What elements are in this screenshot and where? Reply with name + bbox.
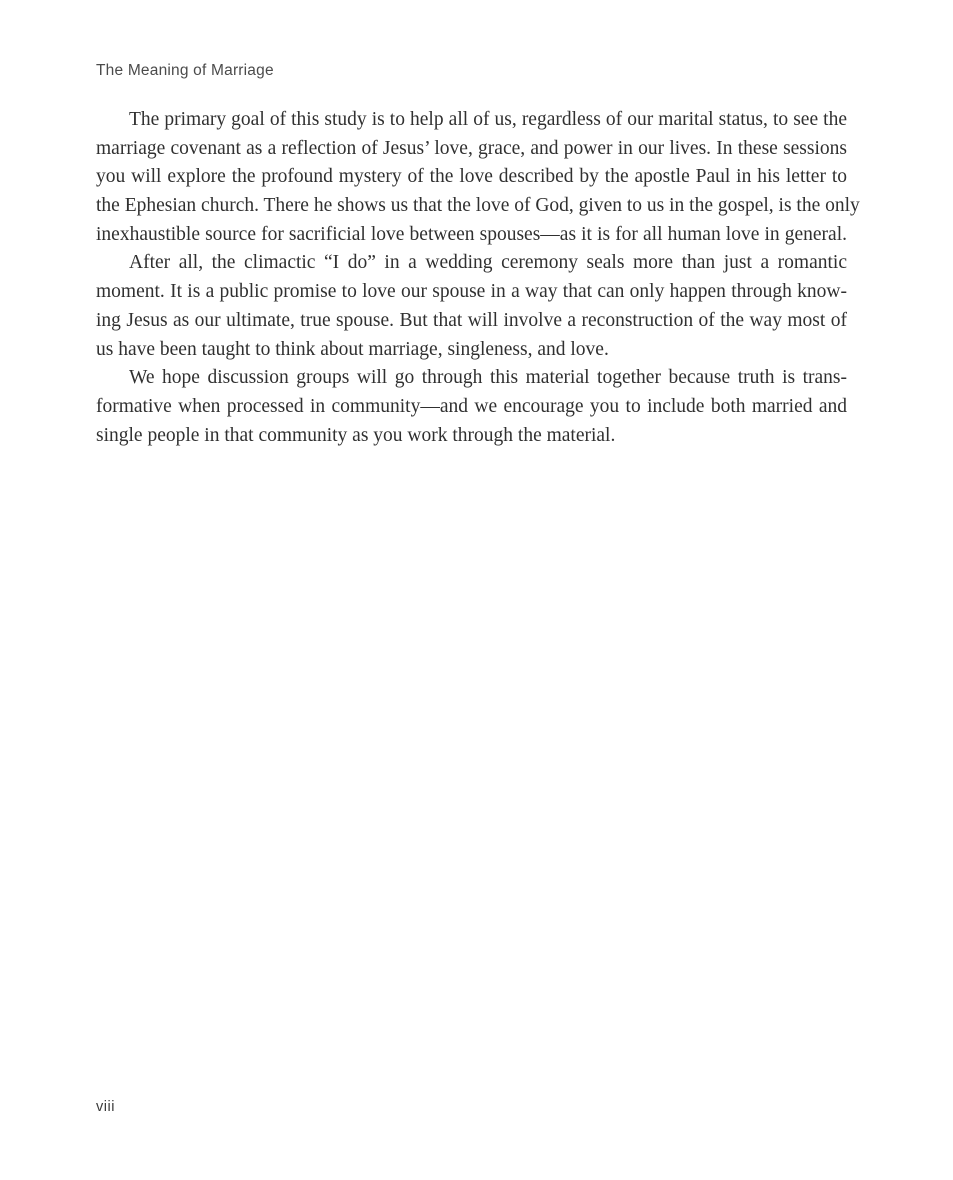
text-line: us have been taught to think about marriage, singleness, and love.	[96, 338, 609, 360]
paragraph	[96, 364, 847, 450]
body-text	[96, 106, 860, 450]
running-header: The Meaning of Marriage	[96, 62, 274, 79]
text-line: The primary goal of this study is to help all of us, regardless of our marital status, to see the	[129, 109, 847, 130]
text-line: formative when processed in community—and we encourage you to include both married and	[96, 395, 847, 417]
page-number: viii	[96, 1099, 115, 1115]
text-line: inexhaustible source for sacrificial love between spouses—as it is for all human love in general.	[96, 223, 847, 245]
text-line: marriage covenant as a reflection of Jesus’ love, grace, and power in our lives. In these sessions	[96, 137, 847, 159]
text-line: ing Jesus as our ultimate, true spouse. But that will involve a reconstruction of the way most of	[96, 309, 847, 331]
text-line: After all, the climactic “I do” in a wedding ceremony seals more than just a romantic	[129, 252, 847, 274]
text-line: moment. It is a public promise to love our spouse in a way that can only happen through know-	[96, 281, 847, 303]
paragraph	[96, 106, 860, 249]
paragraph	[96, 249, 847, 364]
text-line: single people in that community as you work through the material.	[96, 424, 616, 446]
text-line: We hope discussion groups will go through this material together because truth is trans-	[129, 367, 847, 389]
text-line: you will explore the profound mystery of the love described by the apostle Paul in his letter to	[96, 166, 847, 188]
text-line: the Ephesian church. There he shows us that the love of God, given to us in the gospel, is the only	[96, 195, 860, 217]
